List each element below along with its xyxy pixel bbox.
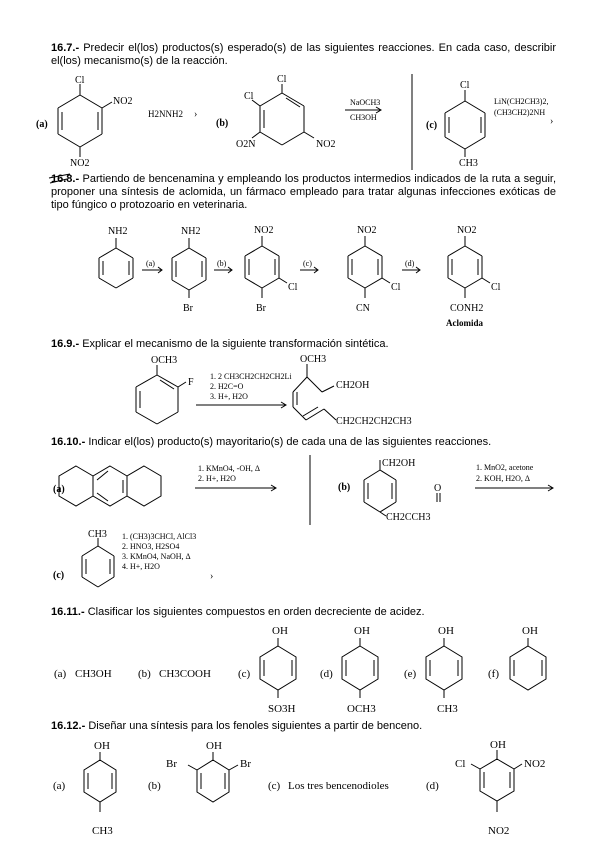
label-16-10-a: (a): [53, 484, 65, 495]
label-16-7-b: (b): [216, 118, 229, 129]
ring-16-12-d: [471, 750, 522, 812]
oh-label: OH: [272, 625, 288, 637]
cl-label: Cl: [455, 758, 466, 770]
so3h-label: SO3H: [268, 703, 296, 715]
step-d: (d): [405, 259, 415, 268]
aclomida-name: Aclomida: [446, 318, 483, 328]
step-a-1: 1. KMnO4, -OH, Δ: [198, 464, 261, 473]
step-b: (b): [217, 259, 227, 268]
och3-label: OCH3: [347, 703, 376, 715]
cl-label: Cl: [491, 282, 501, 293]
label-16-11-f: (f): [488, 668, 499, 680]
cl-16-7-c: Cl: [460, 80, 470, 91]
step-a-2: 2. H+, H2O: [198, 474, 236, 483]
cl-16-7-a: Cl: [75, 75, 85, 86]
cl-label: Cl: [391, 282, 401, 293]
reagent-16-7-c-1: LiN(CH2CH3)2,: [494, 97, 549, 106]
label-16-11-c: (c): [238, 668, 251, 680]
no2-label: NO2: [524, 758, 546, 770]
label-16-7-c: (c): [426, 120, 438, 131]
reagent-16-7-b-2: CH3OH: [350, 113, 377, 122]
no2-label: NO2: [254, 225, 274, 236]
oh-label: OH: [490, 739, 506, 751]
step-a: (a): [146, 259, 155, 268]
ch3-16-7-c: CH3: [459, 158, 478, 169]
problem-16-12-statement: 16.12.- Diseñar una síntesis para los fenoles siguientes a partir de benceno.: [51, 720, 423, 732]
br-label: Br: [166, 758, 177, 770]
nh2-label: NH2: [108, 226, 128, 237]
no2-label: NO2: [357, 225, 377, 236]
o2n-16-7-b: O2N: [236, 139, 256, 150]
formula-16-11-a: CH3OH: [75, 668, 112, 680]
cl-label: Cl: [288, 282, 298, 293]
ch2oh-label: CH2OH: [382, 458, 416, 469]
step-2: 2. H2C=O: [210, 382, 244, 391]
reagent-16-7-b-1: NaOCH3: [350, 98, 381, 107]
step-b-2: 2. KOH, H2O, Δ: [476, 474, 531, 483]
ring-16-12-b: [188, 752, 238, 802]
cl-16-7-b-top: Cl: [277, 74, 287, 85]
label-16-12-a: (a): [53, 780, 66, 792]
problem-number: 16.12.-: [51, 720, 86, 732]
bencenodioles-text: Los tres bencenodioles: [288, 780, 389, 792]
problem-number: 16.11.-: [51, 606, 85, 618]
label-16-12-c: (c): [268, 780, 281, 792]
br-label: Br: [256, 303, 266, 314]
label-16-12-b: (b): [148, 780, 161, 792]
problem-16-8-statement: 16.8.- Partiendo de bencenamina y empleando los productos intermedios indicados de la ruta a seguir, proponer una síntesis de aclomida, un fármaco empleado para tratar algunas infecciones exóticas de tipo fúngico o protozoario en veterinaria.: [51, 173, 557, 211]
no2-label: NO2: [457, 225, 477, 236]
formula-16-11-b: CH3COOH: [159, 668, 211, 680]
oh-label: OH: [354, 625, 370, 637]
conh2-label: CONH2: [450, 303, 484, 314]
butyl-label: CH2CH2CH2CH3: [336, 416, 412, 427]
label-16-12-d: (d): [426, 780, 439, 792]
problem-number: 16.7.-: [51, 42, 80, 54]
oh-label: OH: [206, 740, 222, 752]
och3-label: OCH3: [151, 355, 178, 366]
step-c-3: 3. KMnO4, NaOH, Δ: [122, 552, 191, 561]
step-c: (c): [303, 259, 312, 268]
ch3-label: CH3: [92, 825, 113, 837]
br-label: Br: [240, 758, 251, 770]
svg-text:›: ›: [210, 571, 214, 582]
step-3: 3. H+, H2O: [210, 392, 248, 401]
och3-label: OCH3: [300, 354, 327, 365]
nh2-label: NH2: [181, 226, 201, 237]
no2-16-7-b: NO2: [316, 139, 336, 150]
label-16-11-b: (b): [138, 668, 151, 680]
label-16-10-b: (b): [338, 482, 351, 493]
problem-number: 16.9.-: [51, 338, 80, 350]
ring-16-12-a: [84, 752, 116, 812]
oh-label: OH: [94, 740, 110, 752]
o-label: O: [434, 483, 442, 494]
svg-text:›: ›: [194, 109, 198, 120]
step-1: 1. 2 CH3CH2CH2CH2Li: [210, 372, 292, 381]
label-16-7-a: (a): [36, 119, 48, 130]
cn-label: CN: [356, 303, 370, 314]
label-16-11-a: (a): [54, 668, 67, 680]
no2-16-7-a-top: NO2: [113, 96, 133, 107]
reagent-16-7-c-2: (CH3CH2)2NH: [494, 108, 546, 117]
ch2cch3-label: CH2CCH3: [386, 512, 431, 523]
problem-16-9-statement: 16.9.- Explicar el mecanismo de la siguiente transformación sintética.: [51, 338, 389, 350]
oh-label: OH: [522, 625, 538, 637]
label-16-11-d: (d): [320, 668, 333, 680]
br-label: Br: [183, 303, 193, 314]
f-label: F: [188, 377, 194, 388]
label-16-10-c: (c): [53, 570, 65, 581]
ch3-label: CH3: [437, 703, 458, 715]
cl-16-7-b-left: Cl: [244, 91, 254, 102]
step-c-2: 2. HNO3, H2SO4: [122, 542, 180, 551]
reagent-16-7-a: H2NNH2: [148, 109, 183, 119]
step-c-1: 1. (CH3)3CHCl, AlCl3: [122, 532, 197, 541]
problem-16-7-statement: 16.7.- Predecir el(los) productos(s) esperado(s) de las siguientes reacciones. En cada caso, describir el(los) mecanismo(s) de la reacción.: [51, 42, 556, 67]
problem-16-11-statement: 16.11.- Clasificar los siguientes compuestos en orden decreciente de acidez.: [51, 606, 425, 618]
ch2oh-label: CH2OH: [336, 380, 370, 391]
ch3-label: CH3: [88, 529, 107, 540]
problem-number: 16.8.-: [51, 173, 80, 185]
no2-label: NO2: [488, 825, 510, 837]
step-b-1: 1. MnO2, acetone: [476, 463, 534, 472]
label-16-11-e: (e): [404, 668, 417, 680]
oh-label: OH: [438, 625, 454, 637]
step-c-4: 4. H+, H2O: [122, 562, 160, 571]
problem-16-10-statement: 16.10.- Indicar el(los) producto(s) mayoritario(s) de cada una de las siguientes reacciones.: [51, 436, 492, 448]
svg-text:›: ›: [550, 116, 554, 127]
problem-number: 16.10.-: [51, 436, 86, 448]
no2-16-7-a-bottom: NO2: [70, 158, 90, 169]
